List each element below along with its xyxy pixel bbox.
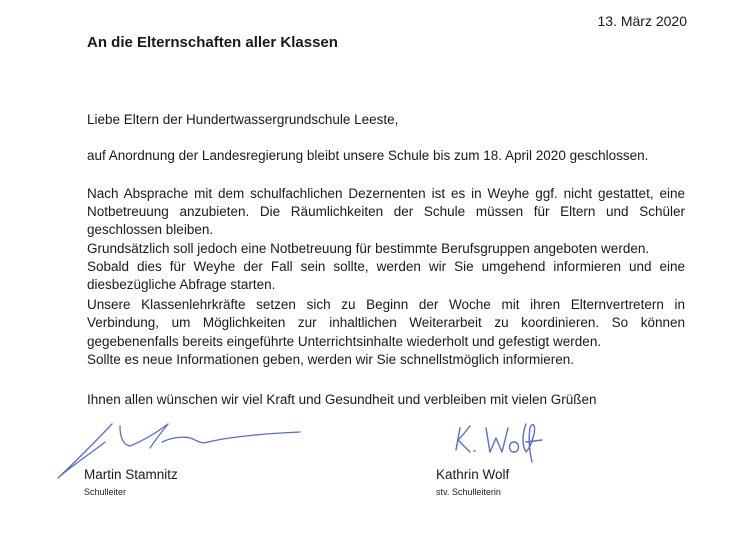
body-line: Unsere Klassenlehrkräfte setzen sich zu Beginn der Woche mit ihren Elternvertretern in <box>87 297 685 312</box>
intro-paragraph: auf Anordnung der Landesregierung bleibt unsere Schule bis zum 18. April 2020 geschlossen. <box>87 148 649 163</box>
body-line: Sobald dies für Weyhe der Fall sein sollte, werden wir Sie umgehend informieren und eine <box>87 259 685 274</box>
body-line: diesbezügliche Abfrage starten. <box>87 277 276 292</box>
letter-date: 13. März 2020 <box>597 13 687 29</box>
body-line: Grundsätzlich soll jedoch eine Notbetreuung für bestimmte Berufsgruppen angeboten werden. <box>87 241 650 256</box>
body-line: gegebenenfalls bereits eingeführte Unterrichtsinhalte wiederholt und gefestigt werden. <box>87 334 602 349</box>
signatory-role: stv. Schulleiterin <box>436 487 501 497</box>
signature-wolf <box>452 418 552 463</box>
signatory-name: Martin Stamnitz <box>84 467 178 482</box>
greeting: Liebe Eltern der Hundertwassergrundschule Leeste, <box>87 112 399 127</box>
closing-line: Ihnen allen wünschen wir viel Kraft und Gesundheit und verbleiben mit vielen Grüßen <box>87 392 597 407</box>
signatory-role: Schulleiter <box>84 487 127 497</box>
signatory-name: Kathrin Wolf <box>436 467 510 482</box>
letter-title: An die Elternschaften aller Klassen <box>87 34 338 51</box>
body-line: Notbetreuung anzubieten. Die Räumlichkeiten der Schule müssen für Eltern und Schüler <box>87 204 685 219</box>
body-line: Nach Absprache mit dem schulfachlichen Dezernenten ist es in Weyhe ggf. nicht gestattet, eine <box>87 186 685 201</box>
body-line: Verbindung, um Möglichkeiten zur inhaltlichen Weiterarbeit zu koordinieren. So können <box>87 315 685 330</box>
body-line: geschlossen bleiben. <box>87 222 214 237</box>
body-line: Sollte es neue Informationen geben, werden wir Sie schnellstmöglich informieren. <box>87 352 575 367</box>
